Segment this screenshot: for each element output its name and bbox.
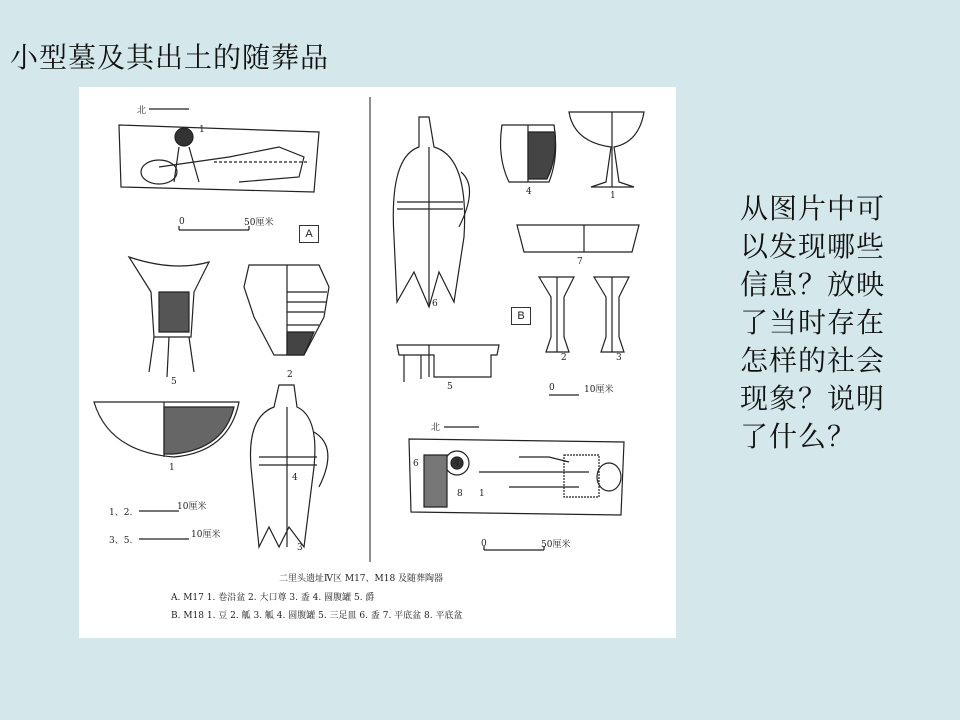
num-label: 8 <box>457 489 463 499</box>
north-label-a: 北 <box>137 106 147 116</box>
north-label-b: 北 <box>431 423 441 433</box>
num-label: 1 <box>479 489 485 499</box>
num-label: 1 <box>610 191 616 201</box>
num-label: 1 <box>199 125 205 135</box>
num-label: 3 <box>616 353 622 363</box>
question-line: 现象？说明 <box>740 382 886 415</box>
figure-caption-a: A. M17 1. 卷沿盆 2. 大口尊 3. 盉 4. 圆腹罐 5. 爵 <box>171 593 375 603</box>
num-label: 4 <box>292 473 298 483</box>
num-label: 2 <box>561 353 567 363</box>
scale-caption-12: 1、2. <box>109 508 133 518</box>
vessel-basin <box>94 402 239 457</box>
panel-a-label: A <box>299 225 319 243</box>
vessel-gu <box>539 277 629 352</box>
vessel-dou <box>569 112 644 187</box>
question-line: 怎样的社会 <box>740 344 886 377</box>
question-line: 信息？放映 <box>740 268 886 301</box>
vessel-zun <box>244 265 329 355</box>
num-label: 6 <box>413 459 419 469</box>
scale-zero: 0 <box>549 383 555 393</box>
num-label: 5 <box>171 377 177 387</box>
scale-zero: 0 <box>179 217 185 227</box>
scale-label-50: 50厘米 <box>541 540 571 550</box>
question-line: 以发现哪些 <box>740 230 886 263</box>
question-line: 了当时存在 <box>740 306 886 339</box>
question-line: 从图片中可 <box>740 192 886 225</box>
scale-label-10: 10厘米 <box>191 530 221 540</box>
vessel-jue <box>129 257 209 377</box>
burial-m17-drawing <box>119 109 319 192</box>
archaeology-figure <box>79 87 676 638</box>
num-label: 7 <box>577 257 583 267</box>
num-label: 6 <box>432 299 438 309</box>
figure-caption-title: 二里头遗址Ⅳ区 M17、M18 及随葬陶器 <box>279 574 444 584</box>
scale-zero: 0 <box>481 539 487 549</box>
num-label: 2 <box>287 370 293 380</box>
scale-label-10: 10厘米 <box>584 385 614 395</box>
scale-label-50: 50厘米 <box>244 218 274 228</box>
vessel-flat-basin <box>517 225 639 252</box>
vessel-he-b <box>393 117 469 307</box>
num-label: 4 <box>454 459 460 469</box>
num-label: 3 <box>297 543 303 553</box>
vessel-he <box>250 385 327 547</box>
panel-b-label: B <box>511 307 531 325</box>
scale-caption-35: 3、5. <box>109 536 133 546</box>
num-label: 4 <box>526 187 532 197</box>
num-label: 5 <box>447 382 453 392</box>
question-line: 了什么？ <box>740 420 857 453</box>
burial-m18-drawing <box>409 427 624 515</box>
num-label: 1 <box>169 463 175 473</box>
question-text <box>740 190 915 456</box>
scale-label-10: 10厘米 <box>177 502 207 512</box>
figure-drawing <box>79 87 676 638</box>
vessel-tripod-dish <box>397 345 499 382</box>
slide-title: 小型墓及其出土的随葬品 <box>10 41 330 74</box>
vessel-jar-b <box>501 125 556 182</box>
figure-caption-b: B. M18 1. 豆 2. 觚 3. 觚 4. 圆腹罐 5. 三足皿 6. 盉 7. 平底盆 8. 平底盆 <box>171 611 463 621</box>
